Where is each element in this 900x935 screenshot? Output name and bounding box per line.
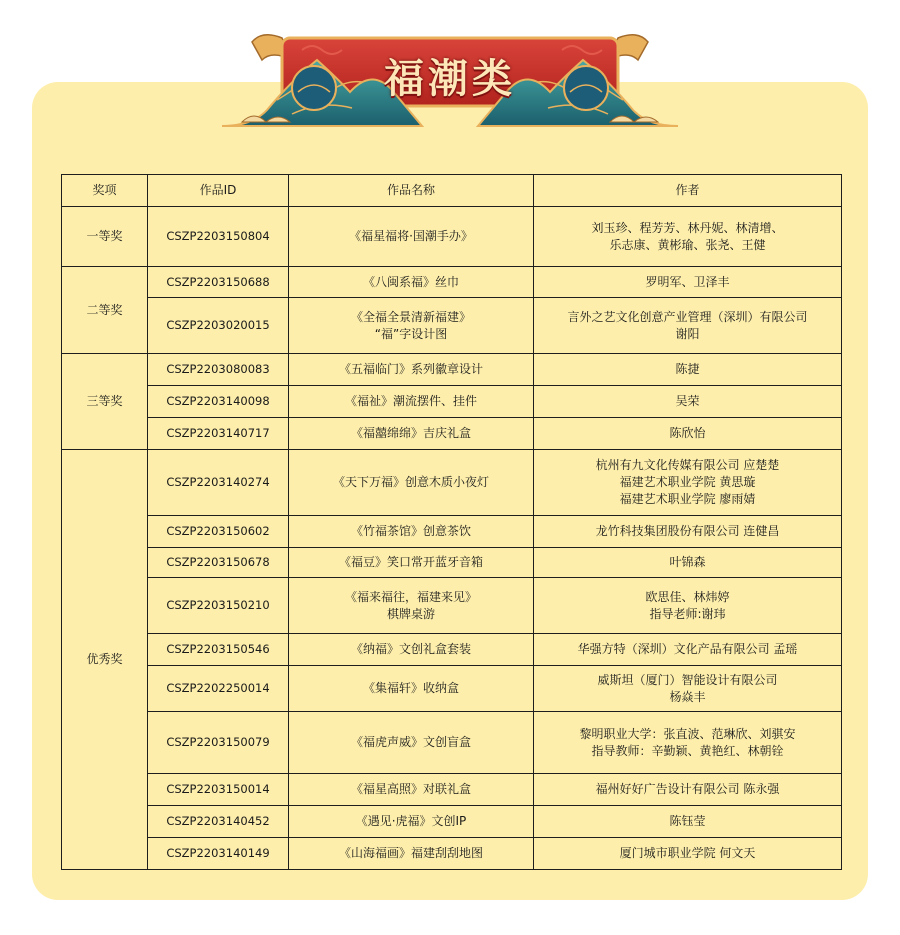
work-name: 《福来福往，福建来见》 棋牌桌游 xyxy=(289,578,534,634)
work-id: CSZP2203150546 xyxy=(148,634,289,666)
table-row xyxy=(62,578,842,634)
work-id: CSZP2203150602 xyxy=(148,516,289,548)
page-title: 福潮类 xyxy=(384,55,516,102)
work-name: 《福星福将·国潮手办》 xyxy=(289,207,534,267)
header-prize: 奖项 xyxy=(62,175,148,207)
author: 福州好好广告设计有限公司 陈永强 xyxy=(534,774,842,806)
work-id: CSZP2203140149 xyxy=(148,838,289,870)
work-name: 《福豆》笑口常开蓝牙音箱 xyxy=(289,548,534,578)
author: 吴荣 xyxy=(534,386,842,418)
author: 陈欣怡 xyxy=(534,418,842,450)
work-id: CSZP2203150210 xyxy=(148,578,289,634)
work-id: CSZP2203080083 xyxy=(148,354,289,386)
author: 刘玉珍、程芳芳、林丹妮、林清增、 乐志康、黄彬瑜、张尧、王健 xyxy=(534,207,842,267)
table-row xyxy=(62,548,842,578)
work-id: CSZP2203150079 xyxy=(148,712,289,774)
work-id: CSZP2203140274 xyxy=(148,450,289,516)
awards-table xyxy=(61,174,842,870)
work-id: CSZP2202250014 xyxy=(148,666,289,712)
work-name: 《全福全景清新福建》 “福”字设计图 xyxy=(289,298,534,354)
table-header-row xyxy=(62,175,842,207)
work-id: CSZP2203140717 xyxy=(148,418,289,450)
author: 陈捷 xyxy=(534,354,842,386)
author: 罗明军、卫泽丰 xyxy=(534,267,842,298)
author: 杭州有九文化传媒有限公司 应楚楚 福建艺术职业学院 黄思璇 福建艺术职业学院 廖雨婧 xyxy=(534,450,842,516)
work-name: 《遇见·虎福》文创IP xyxy=(289,806,534,838)
work-name: 《福囍绵绵》吉庆礼盒 xyxy=(289,418,534,450)
author: 黎明职业大学：张直波、范琳欣、刘骐安 指导教师：辛勤颖、黄艳红、林朝铨 xyxy=(534,712,842,774)
table-row xyxy=(62,207,842,267)
work-name: 《八闽系福》丝巾 xyxy=(289,267,534,298)
table-row xyxy=(62,838,842,870)
table-row xyxy=(62,386,842,418)
header-work-name: 作品名称 xyxy=(289,175,534,207)
table-row xyxy=(62,516,842,548)
author: 欧思佳、林炜婷 指导老师:谢玮 xyxy=(534,578,842,634)
work-name: 《福虎声威》文创盲盒 xyxy=(289,712,534,774)
work-name: 《福星高照》对联礼盒 xyxy=(289,774,534,806)
work-id: CSZP2203020015 xyxy=(148,298,289,354)
author: 华强方特（深圳）文化产品有限公司 孟瑶 xyxy=(534,634,842,666)
table-row xyxy=(62,666,842,712)
work-id: CSZP2203150804 xyxy=(148,207,289,267)
table-row xyxy=(62,354,842,386)
author: 言外之艺文化创意产业管理（深圳）有限公司 谢阳 xyxy=(534,298,842,354)
table-row xyxy=(62,806,842,838)
prize-second: 二等奖 xyxy=(62,267,148,354)
header-work-id: 作品ID xyxy=(148,175,289,207)
prize-excellent: 优秀奖 xyxy=(62,450,148,870)
author: 龙竹科技集团股份有限公司 连健昌 xyxy=(534,516,842,548)
work-name: 《五福临门》系列徽章设计 xyxy=(289,354,534,386)
work-id: CSZP2203150678 xyxy=(148,548,289,578)
work-name: 《集福轩》收纳盒 xyxy=(289,666,534,712)
table-row xyxy=(62,450,842,516)
author: 叶锦森 xyxy=(534,548,842,578)
table-row xyxy=(62,712,842,774)
header-author: 作者 xyxy=(534,175,842,207)
table-row xyxy=(62,418,842,450)
prize-third: 三等奖 xyxy=(62,354,148,450)
work-name: 《纳福》文创礼盒套装 xyxy=(289,634,534,666)
author: 陈钰莹 xyxy=(534,806,842,838)
table-row xyxy=(62,634,842,666)
work-id: CSZP2203150014 xyxy=(148,774,289,806)
table-row xyxy=(62,298,842,354)
table-row xyxy=(62,774,842,806)
table-row xyxy=(62,267,842,298)
work-name: 《竹福茶馆》创意茶饮 xyxy=(289,516,534,548)
author: 厦门城市职业学院 何文天 xyxy=(534,838,842,870)
work-name: 《山海福画》福建刮刮地图 xyxy=(289,838,534,870)
work-name: 《福祉》潮流摆件、挂件 xyxy=(289,386,534,418)
prize-first: 一等奖 xyxy=(62,207,148,267)
work-id: CSZP2203140452 xyxy=(148,806,289,838)
author: 威斯坦（厦门）智能设计有限公司 杨焱丰 xyxy=(534,666,842,712)
work-id: CSZP2203150688 xyxy=(148,267,289,298)
work-name: 《天下万福》创意木质小夜灯 xyxy=(289,450,534,516)
work-id: CSZP2203140098 xyxy=(148,386,289,418)
